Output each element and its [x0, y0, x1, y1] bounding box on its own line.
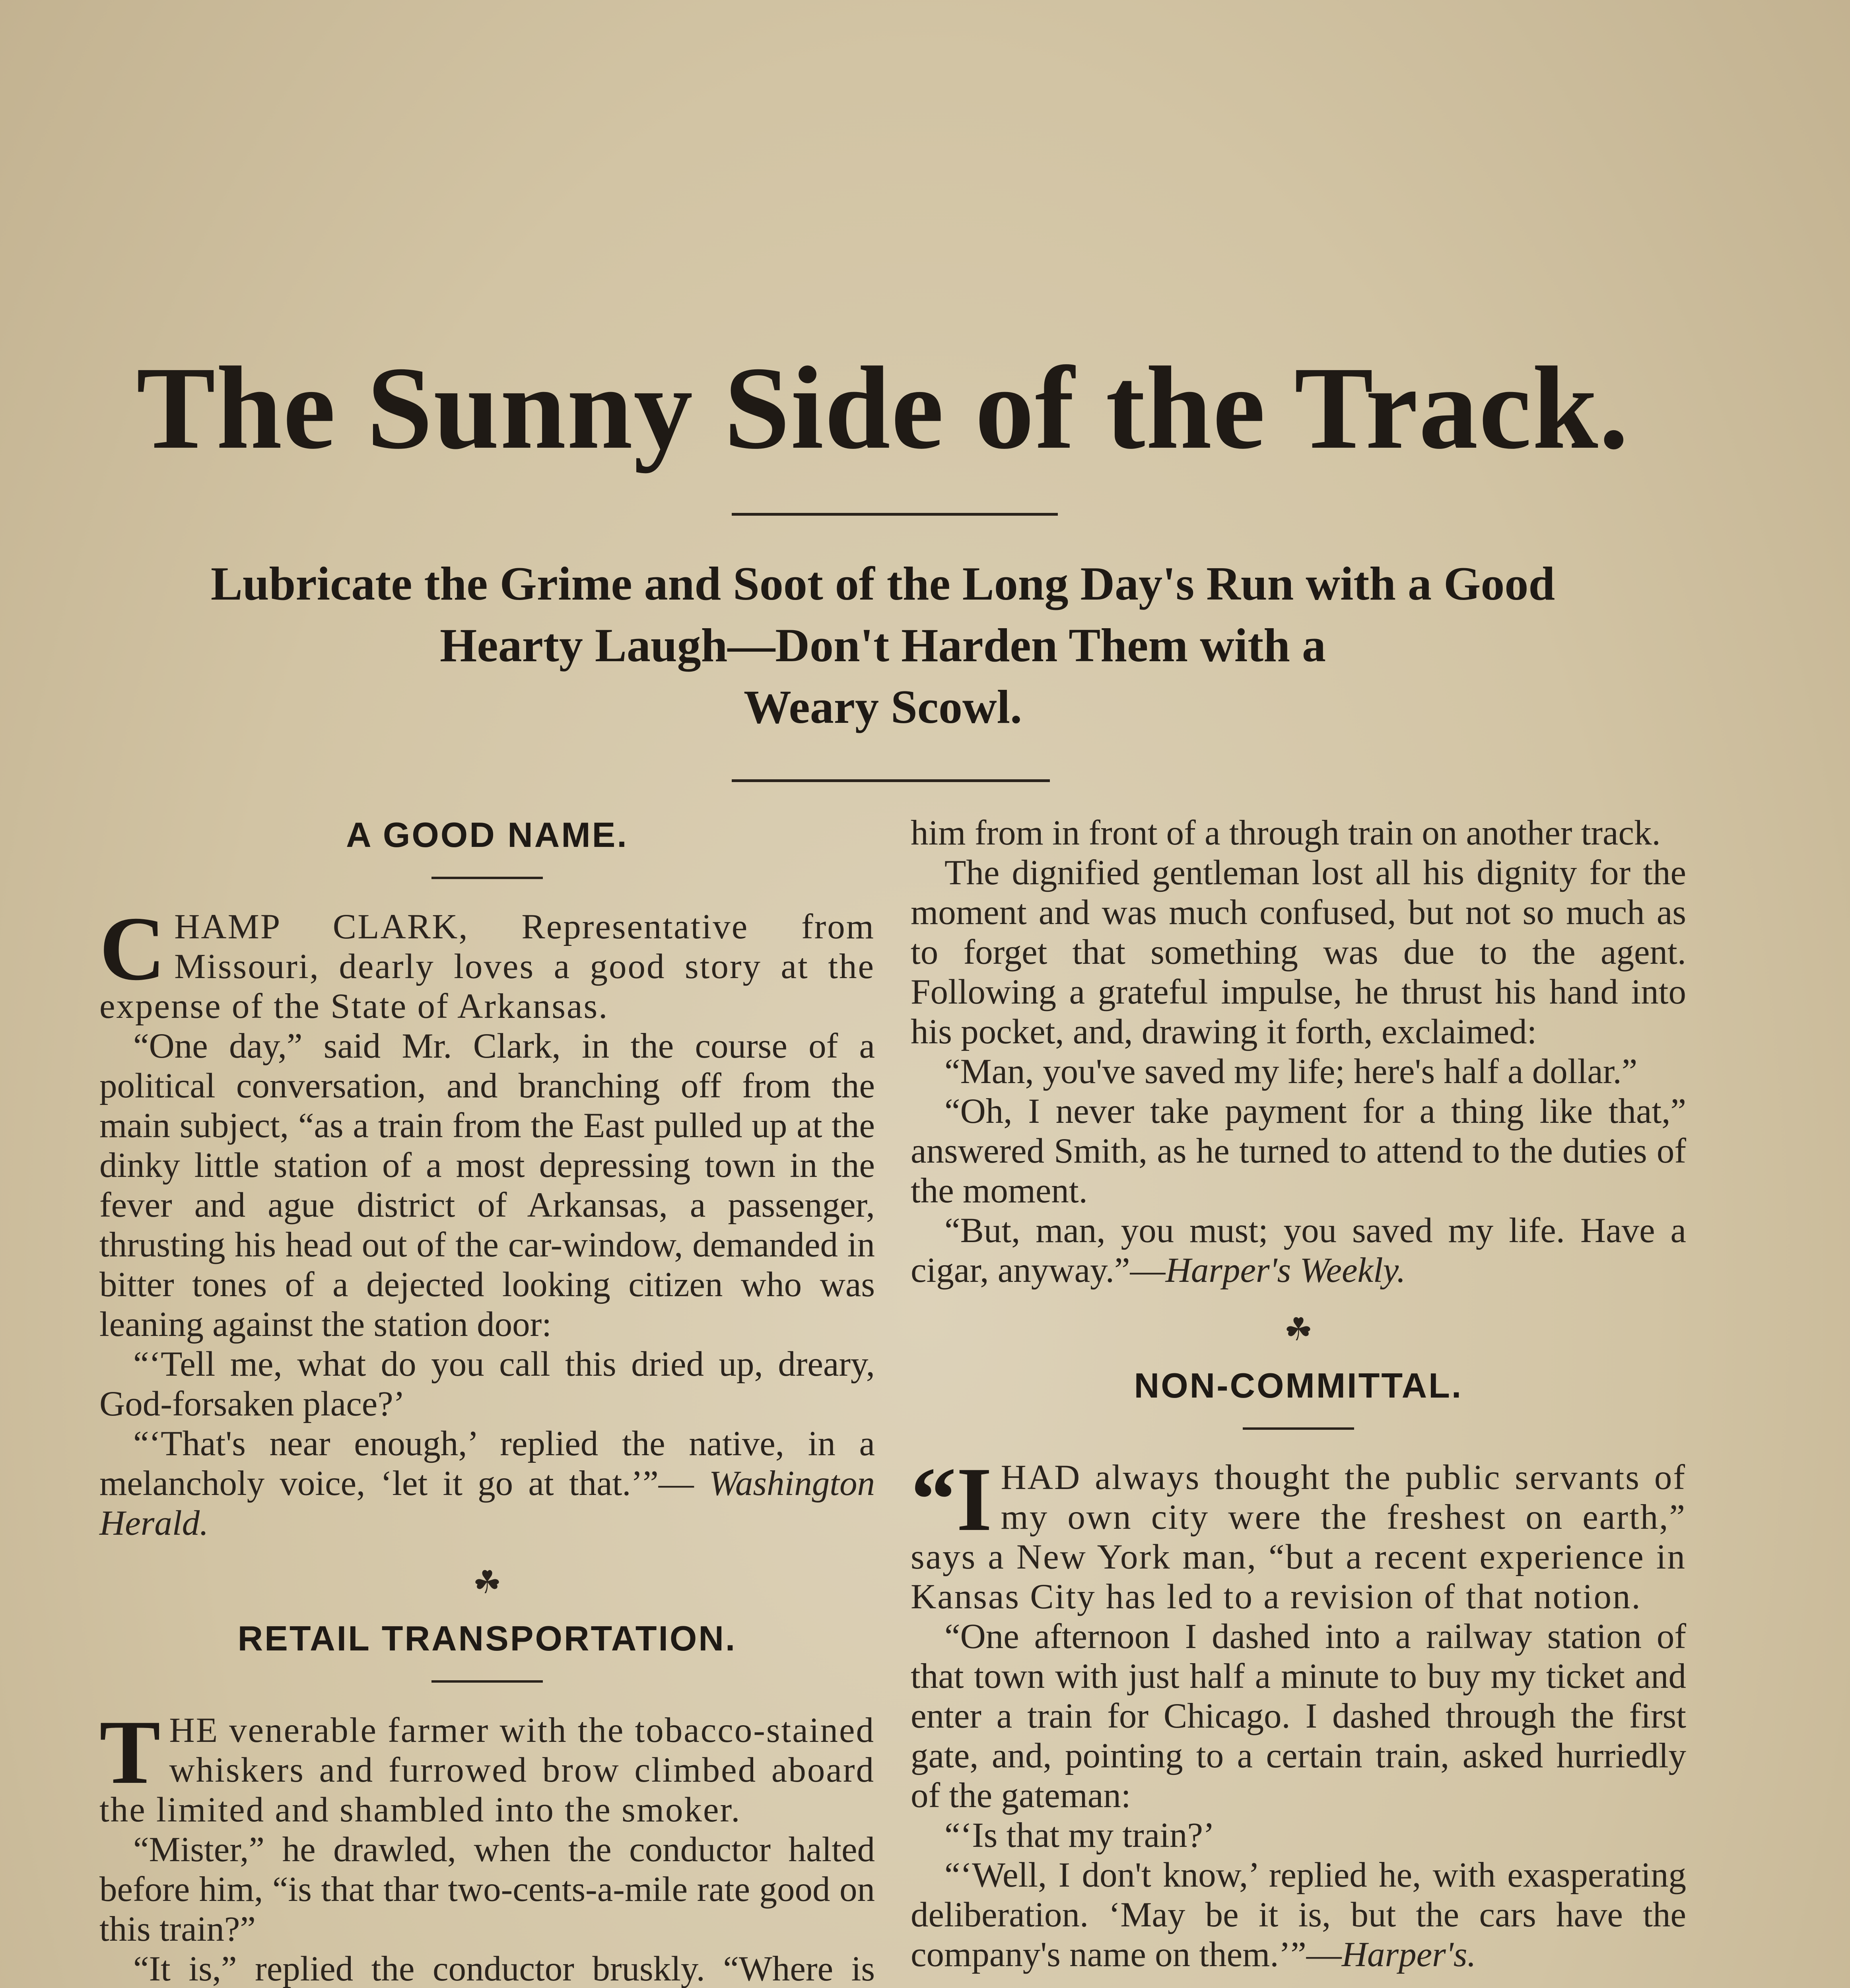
article-paragraph: “Oh, I never take payment for a thing like that,” answered Smith, as he turned to attend to the duties of the moment.	[911, 1092, 1686, 1210]
article-paragraph: him from in front of a through train on another track.	[911, 813, 1661, 852]
article-heading: NON-COMMITTAL.	[1134, 1366, 1463, 1405]
drop-cap: “I	[911, 1448, 992, 1550]
article-paragraph	[911, 1211, 1686, 1290]
article-paragraph: “Man, you've saved my life; here's half a dollar.”	[944, 1052, 1638, 1091]
heading-rule	[431, 877, 543, 879]
article-paragraph: The dignified gentleman lost all his dignity for the moment and was much confused, but not so much as to forget that something was due to the agent. Following a grateful impulse, he thrust his hand into his pocket, and, drawing it forth, exclaimed:	[911, 853, 1686, 1051]
left-column	[99, 813, 875, 1988]
paragraph-text: “But, man, you must; you saved my life. Have a cigar, anyway.”—	[911, 1211, 1686, 1290]
subtitle-rule	[732, 779, 1050, 782]
clover-ornament-icon: ☘	[473, 1565, 501, 1600]
heading-rule	[1243, 1427, 1354, 1430]
article-paragraph	[99, 1424, 875, 1543]
drop-cap: C	[99, 898, 166, 999]
article-source: Harper's Weekly.	[1165, 1251, 1406, 1290]
paragraph-text: “‘That's near enough,’ replied the native, in a melancholy voice, ‘let it go at that.’”—	[99, 1424, 875, 1503]
subtitle-line: Hearty Laugh—Don't Harden Them with a	[440, 619, 1326, 672]
article-paragraph	[99, 1701, 875, 1830]
article-paragraph	[911, 1855, 1686, 1974]
paragraph-text: HE venerable farmer with the tobacco-stained whiskers and furrowed brow climbed aboard the limited and shambled into the smoker.	[99, 1711, 875, 1829]
subtitle	[72, 553, 1694, 738]
paragraph-text: HAMP CLARK, Representative from Missouri, dearly loves a good story at the expense of the State of Arkansas.	[99, 907, 875, 1026]
page-title: The Sunny Side of the Track.	[136, 342, 1630, 474]
article-paragraph: “Mister,” he drawled, when the conductor halted before him, “is that thar two-cents-a-mile rate good on this train?”	[99, 1830, 875, 1949]
article-paragraph: “‘Is that my train?’	[944, 1816, 1215, 1855]
article-paragraph: “It is,” replied the conductor bruskly. “Where is	[133, 1949, 875, 1988]
paragraph-text: “‘Well, I don't know,’ replied he, with exasperating deliberation. ‘May be it is, but the cars have the company's name on them.’”—	[911, 1856, 1686, 1974]
paragraph-text: HAD always thought the public servants of my own city were the freshest on earth,” says a New York man, “but a recent experience in Kansas City has led to a revision of that notion.	[911, 1458, 1686, 1616]
article-paragraph	[99, 898, 875, 1026]
right-column	[911, 813, 1686, 1988]
title-rule	[732, 513, 1058, 516]
article-heading: RETAIL TRANSPORTATION.	[237, 1619, 737, 1658]
heading-rule	[431, 1680, 543, 1683]
drop-cap: T	[99, 1701, 161, 1803]
article-source: Harper's.	[1341, 1935, 1476, 1974]
subtitle-line: Weary Scowl.	[744, 680, 1022, 733]
article-source: Washington Herald.	[99, 1464, 875, 1543]
article-paragraph: “One day,” said Mr. Clark, in the course of a political conversation, and branching off from the main subject, “as a train from the East pulled up at the dinky little station of a most depressing town in the fever and ague district of Arkansas, a passenger, thrusting his head out of the car-window, demanded in bitter tones of a dejected looking citizen who was leaning against the station door:	[99, 1027, 875, 1344]
subtitle-line: Lubricate the Grime and Soot of the Long Day's Run with a Good	[210, 557, 1555, 610]
article-paragraph	[911, 1448, 1686, 1617]
article-heading: A GOOD NAME.	[346, 815, 628, 854]
clover-ornament-icon: ☘	[1284, 1312, 1313, 1347]
article-paragraph: “‘Tell me, what do you call this dried up, dreary, God-forsaken place?’	[99, 1345, 875, 1423]
article-paragraph: “One afternoon I dashed into a railway station of that town with just half a minute to buy my ticket and enter a train for Chicago. I dashed through the first gate, and, pointing to a certain train, asked hurriedly of the gateman:	[911, 1617, 1686, 1815]
